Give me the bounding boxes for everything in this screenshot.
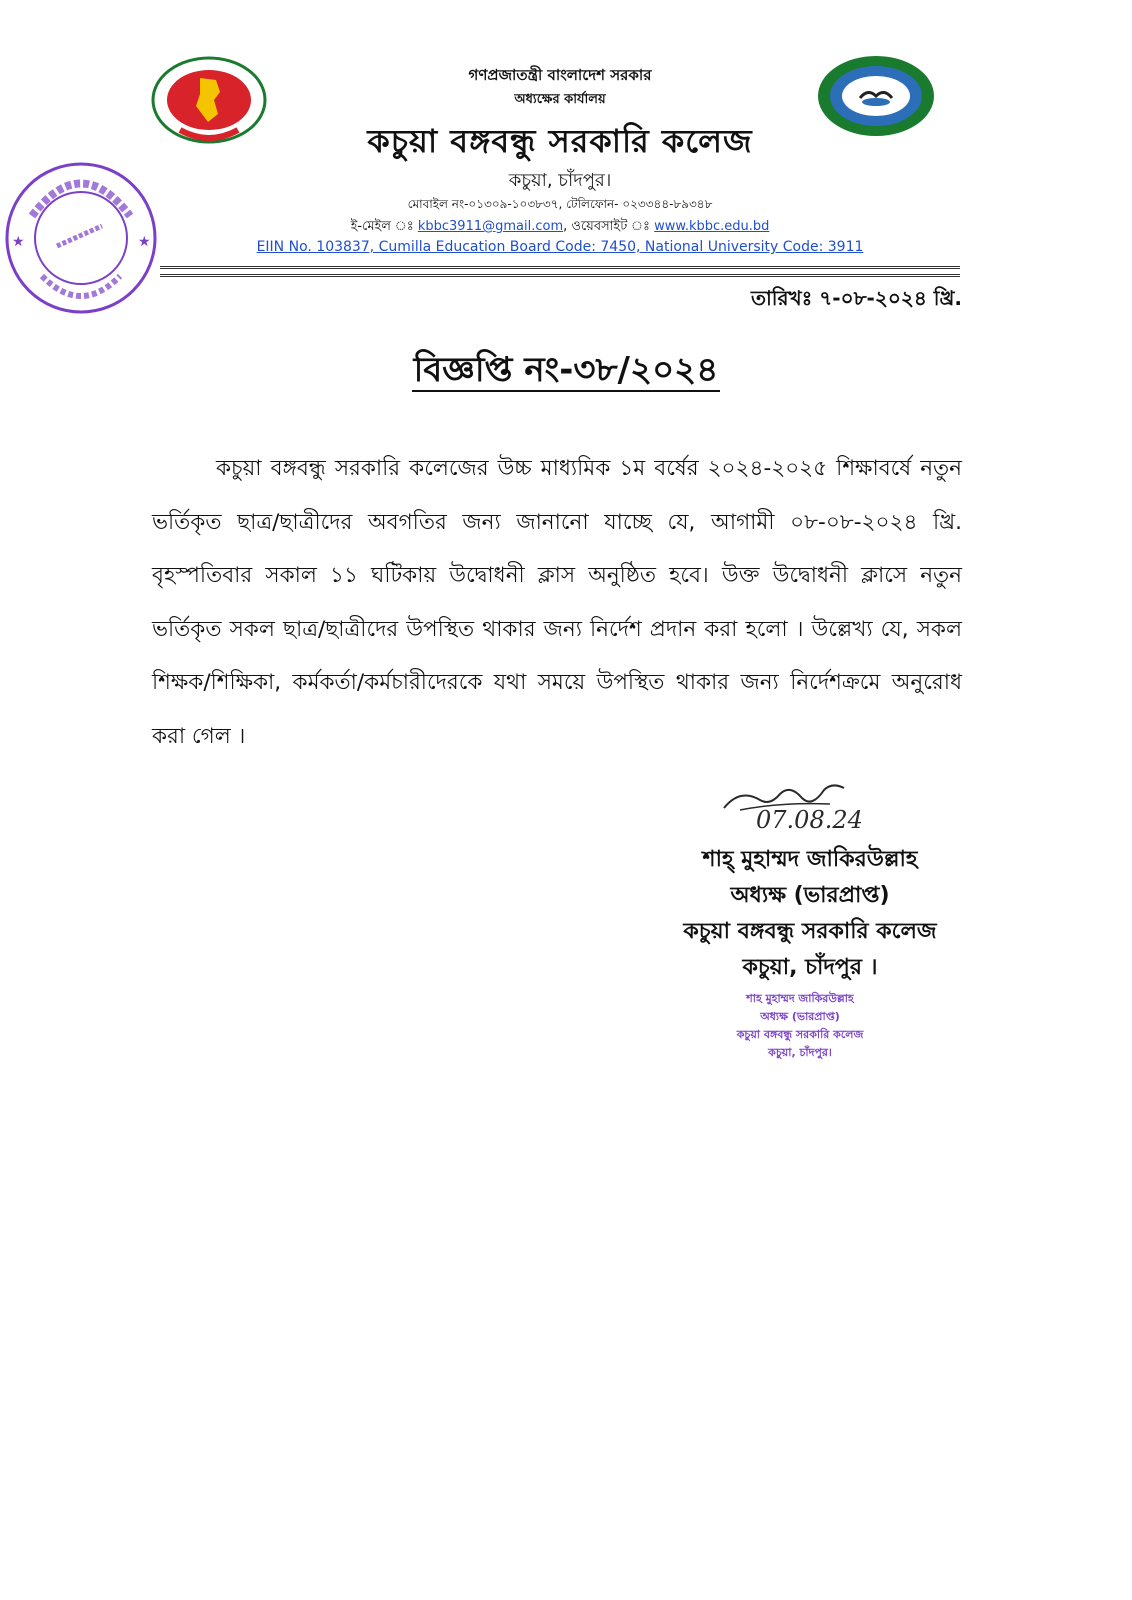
website-link[interactable]: www.kbbc.edu.bd [654,219,770,234]
stamp-line: অধ্যক্ষ (ভারপ্রাপ্ত) [760,1010,840,1023]
svg-text:★: ★ [138,234,151,250]
website-label: , ওয়েবসাইট ঃ [563,219,650,234]
college-name: কচুয়া বঙ্গবন্ধু সরকারি কলেজ [367,122,753,160]
government-name: গণপ্রজাতন্ত্রী বাংলাদেশ সরকার [468,66,652,84]
signatory-designation: অধ্যক্ষ (ভারপ্রাপ্ত) [730,883,890,908]
college-address: কচুয়া, চাঁদপুর। [508,170,612,191]
institution-codes: EIIN No. 103837, Cumilla Education Board Code: 7450, National University Code: 3911 [256,239,864,255]
header-divider-top [160,266,960,269]
college-round-stamp [2,156,160,320]
email-website-row [160,217,960,238]
stamp-line: কচুয়া বঙ্গবন্ধু সরকারি কলেজ [736,1028,864,1041]
contact-numbers: মোবাইল নং-০১৩০৯-১০৩৮৩৭, টেলিফোন- ০২৩৩৪৪-৮৯৩৪৮ [407,197,713,211]
official-name-stamp [690,990,910,1062]
email-label: ই-মেইল ঃ [350,219,414,234]
stamp-line: কচুয়া, চাঁদপুর। [768,1046,832,1059]
notice-title [0,344,1132,401]
signatory-address: কচুয়া, চাঁদপুর । [742,955,878,980]
notice-date: তারিখঃ ৭-০৮-২০২৪ খ্রি. [750,286,962,310]
notice-number: বিজ্ঞপ্তি নং-৩৮/২০২৪ [413,350,719,390]
header-divider-bottom [160,274,960,277]
signatory-college: কচুয়া বঙ্গবন্ধু সরকারি কলেজ [683,919,937,944]
signature-date: 07.08.24 [756,806,863,834]
signatory-name: শাহ্ মুহাম্মদ জাকিরউল্লাহ [702,847,918,872]
svg-text:★: ★ [12,234,25,250]
notice-body: কচুয়া বঙ্গবন্ধু সরকারি কলেজের উচ্চ মাধ্যমিক ১ম বর্ষের ২০২৪-২০২৫ শিক্ষাবর্ষে নতুন ভর্তিকৃত ছাত্র/ছাত্রীদের অবগতির জন্য জানানো যাচ্ছে যে, আগামী ০৮-০৮-২০২৪ খ্রি. বৃহস্পতিবার সকাল ১১ ঘটিকায় উদ্বোধনী ক্লাস অনুষ্ঠিত হবে। উক্ত উদ্বোধনী ক্লাসে নতুন ভর্তিকৃত সকল ছাত্র/ছাত্রীদের উপস্থিত থাকার জন্য নির্দেশ প্রদান করা হলো । উল্লেখ্য যে, সকল শিক্ষক/শিক্ষিকা, কর্মকর্তা/কর্মচারীদেরকে যথা সময়ে উপস্থিত থাকার জন্য নির্দেশক্রমে অনুরোধ করা গেল । [152,456,962,749]
stamp-line: শাহ মুহাম্মদ জাকিরউল্লাহ [746,992,854,1005]
email-link[interactable]: kbbc3911@gmail.com [417,219,564,234]
office-name: অধ্যক্ষের কার্যালয় [514,92,606,107]
